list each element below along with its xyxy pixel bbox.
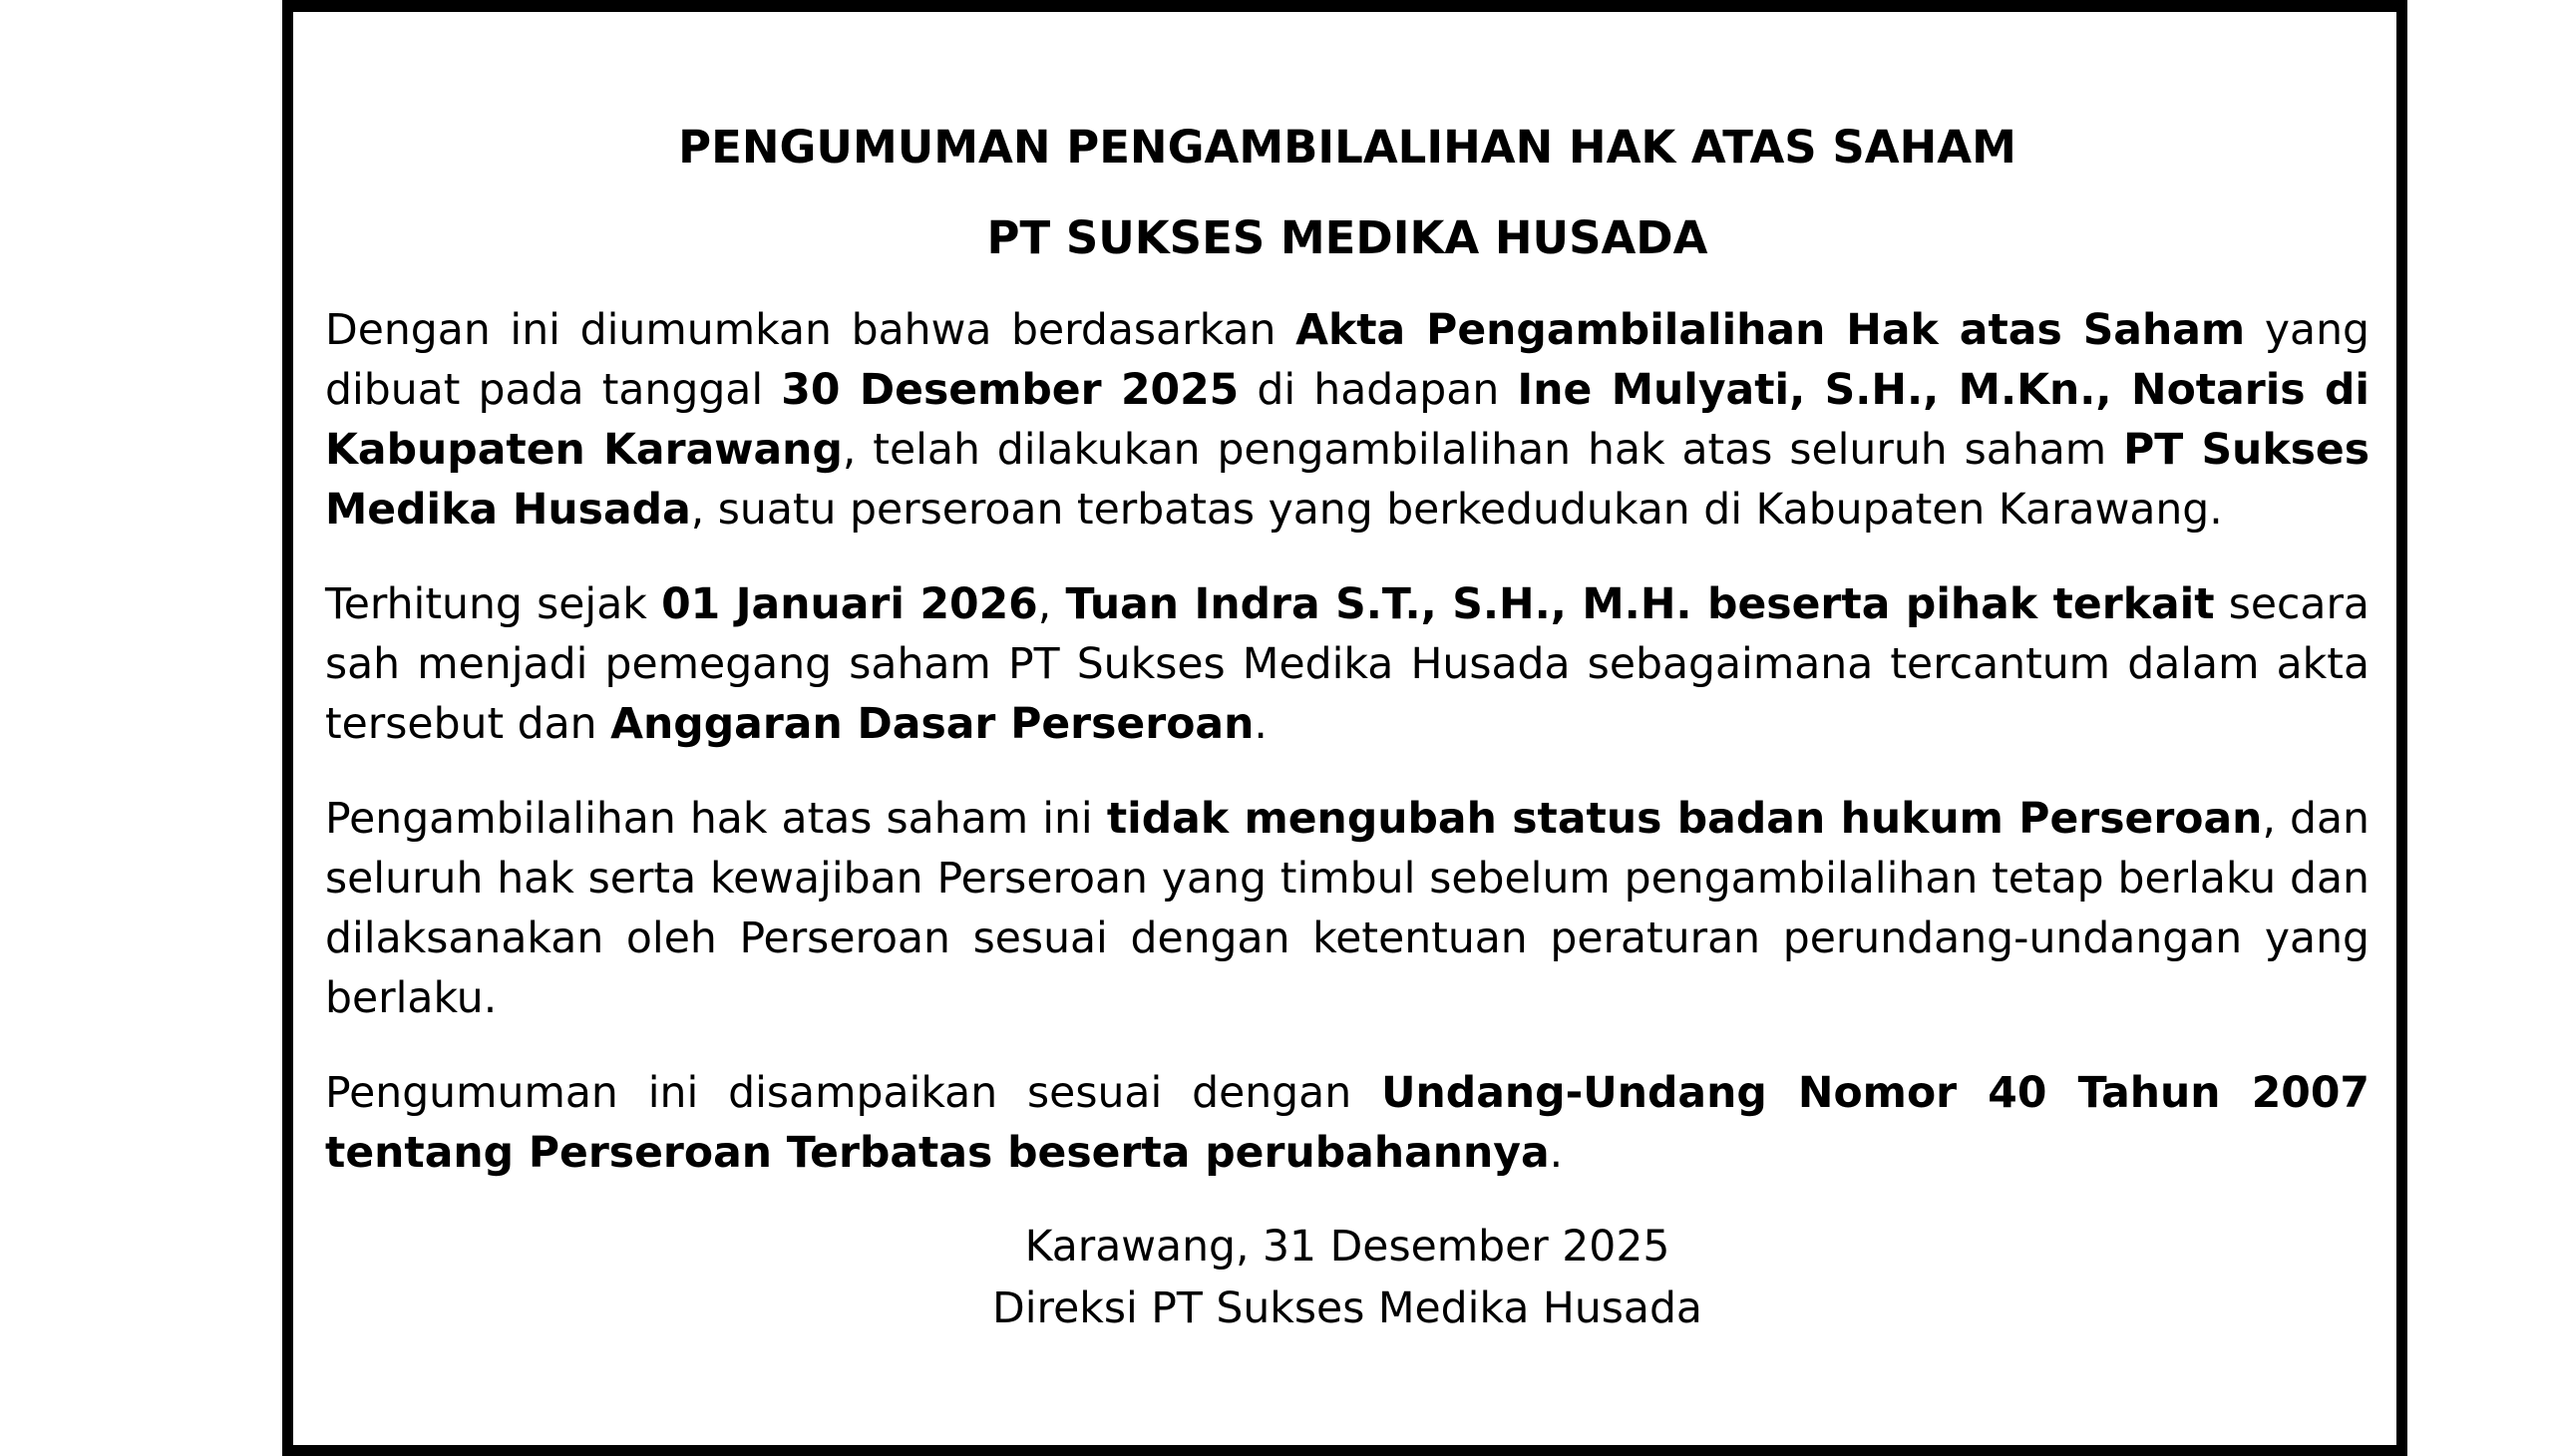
text-segment: di hadapan [1239, 366, 1518, 415]
bold-segment: PT Sukses Medika Husada [325, 426, 2370, 535]
paragraph-legal-basis [325, 1064, 2370, 1184]
text-segment: secara sah menjadi pemegang saham PT Sukses Medika Husada sebagaimana tercantum dalam akta tersebut dan [325, 580, 2370, 749]
bold-segment: Ine Mulyati, S.H., M.Kn., Notaris di Kabupaten Karawang [325, 366, 2370, 475]
bold-segment: Undang-Undang Nomor 40 Tahun 2007 tentang Perseroan Terbatas beserta perubahannya [325, 1069, 2370, 1178]
text-segment: Pengumuman ini disampaikan sesuai dengan [325, 1069, 1382, 1118]
bold-segment: tidak mengubah status badan hukum Perseroan [1106, 795, 2263, 844]
paragraph-deed [325, 301, 2370, 541]
paragraph-effective-date [325, 575, 2370, 755]
place-and-date: Karawang, 31 Desember 2025 [1024, 1223, 1670, 1272]
paragraph-legal-status [325, 790, 2370, 1029]
text-segment: , suatu perseroan terbatas yang berkedudukan di Kabupaten Karawang. [690, 486, 2223, 535]
text-segment: Terhitung sejak [325, 580, 662, 629]
announcement-title: PENGUMUMAN PENGAMBILALIHAN HAK ATAS SAHAM [678, 121, 2016, 174]
text-segment: . [1254, 700, 1268, 749]
company-name-title: PT SUKSES MEDIKA HUSADA [986, 211, 1708, 264]
closing-block [325, 1217, 2370, 1340]
bold-segment: 01 Januari 2026 [661, 580, 1038, 629]
text-segment: , [1037, 580, 1066, 629]
text-segment: yang dibuat pada tanggal [325, 306, 2370, 415]
text-segment: , telah dilakukan pengambilalihan hak atas seluruh saham [842, 426, 2124, 475]
bold-segment: 30 Desember 2025 [781, 366, 1240, 415]
text-segment: Pengambilalihan hak atas saham ini [325, 795, 1107, 844]
text-segment: , dan seluruh hak serta kewajiban Perseroan yang timbul sebelum pengambilalihan tetap berlaku dan dilaksanakan oleh Perseroan sesuai dengan ketentuan peraturan perundang-undangan yang berlaku. [325, 795, 2370, 1023]
bold-segment: Tuan Indra S.T., S.H., M.H. beserta pihak terkait [1065, 580, 2215, 629]
announcement-document [325, 118, 2370, 1340]
signatory: Direksi PT Sukses Medika Husada [992, 1284, 1702, 1333]
bold-segment: Anggaran Dasar Perseroan [610, 700, 1255, 749]
bold-segment: Akta Pengambilalihan Hak atas Saham [1295, 306, 2246, 355]
text-segment: Dengan ini diumumkan bahwa berdasarkan [325, 306, 1296, 355]
text-segment: . [1549, 1129, 1564, 1178]
